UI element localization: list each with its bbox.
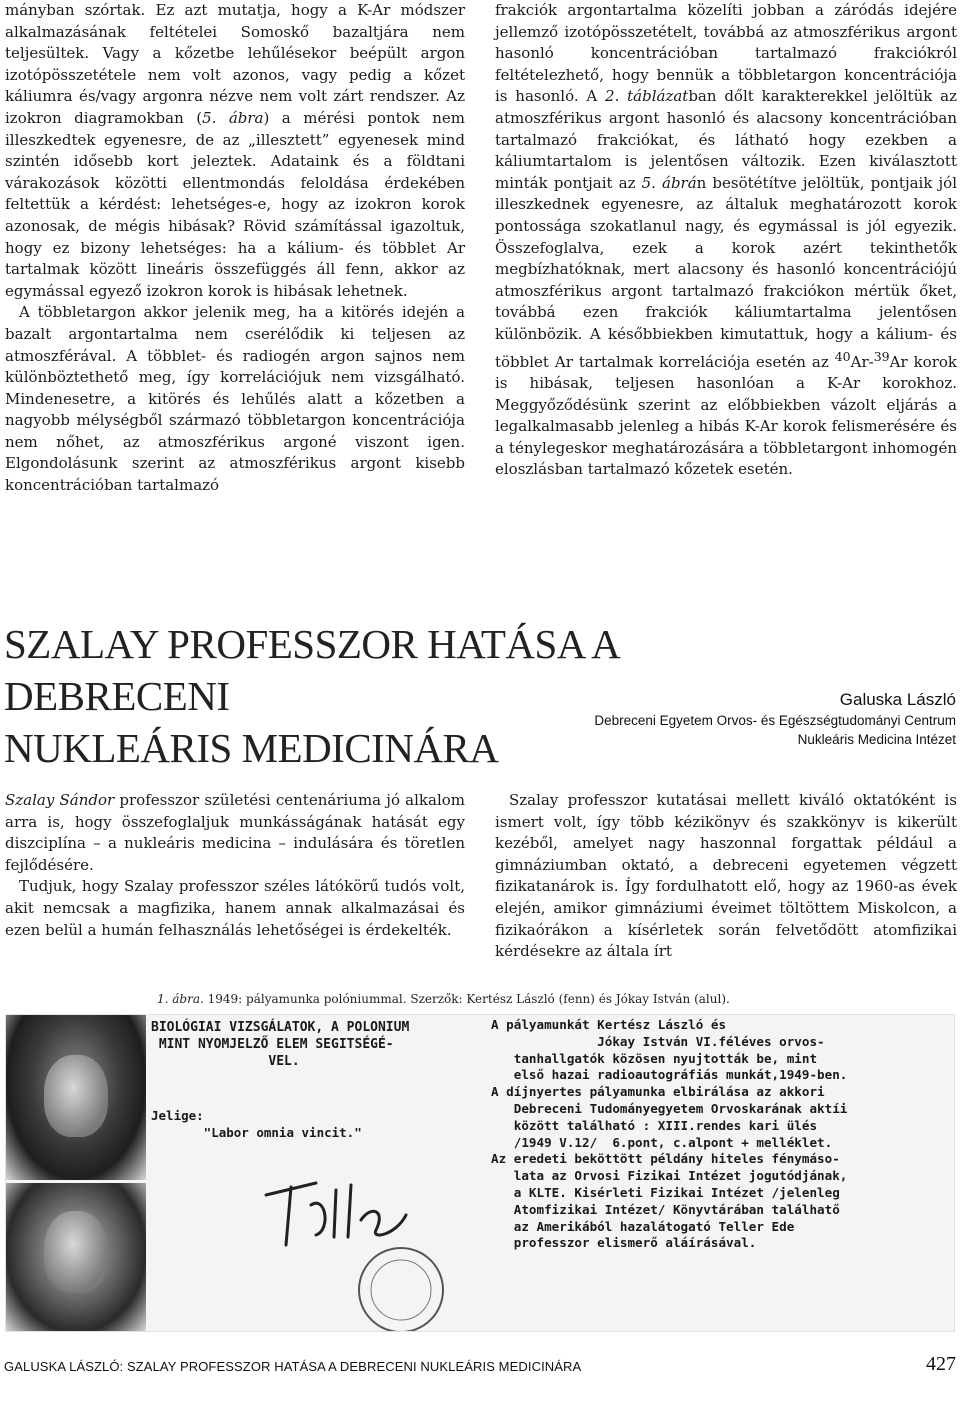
university-stamp <box>336 1235 466 1332</box>
affiliation: Debreceni Egyetem Orvos- és Egészségtudományi Centrum <box>594 713 956 728</box>
typed-document-title: BIOLÓGIAI VIZSGÁLATOK, A POLONIUM MINT NYOMJELZŐ ELEM SEGITSÉGÉ- VEL. <box>151 1020 410 1069</box>
article-title: SZALAY PROFESSZOR HATÁSA A DEBRECENI NUKLEÁRIS MEDICINÁRA <box>4 621 618 771</box>
portrait-photo-kertesz <box>6 1015 146 1180</box>
face <box>44 1211 108 1293</box>
paragraph: frakciók argontartalma közelíti jobban a záródás idejére jellemző izotópösszetételt, továbbá az atmoszférikus argont hasonló koncentrációban tartalmazó frakciókról feltételezhető, hogy bennük a többletargon koncentrációja is hasonló. A 2. táblázatban dőlt karakterekkel jelöltük az atmoszférikus argont hasonló és alacsony koncentrációban tartalmazó frakciókat, és látható hogy ezekben a káliumtartalom is jelentősen változik. Ezen kiválasztott minták pontjait az 5. ábrán besötétítve jelöltük, pontjaik jól illeszkednek egyenesre, az általuk meghatározott korok pontossága szokatlanul nagy, és egymással is jól egyezik. Összefoglalva, ezek a korok azért tekinthetők megbízhatóknak, mert alacsony és hasonló koncentrációjú atmoszférikus argont tartalmazó frakciókon mértük őket, továbbá ezen frakciók káliumtartalma jelentősen különbözik. A későbbiekben kimutattuk, hogy a kálium- és többlet Ar tartalmak korrelációja esetén az $^{40}$Ar-$^{39}$Ar korok is hibásak, teljesen hasonlóan a K-Ar korokhoz. Meggyőződésünk szerint az előbbiekben vázolt eljárás a legalkalmasabb jelenleg a hibás K-Ar korok felismerésére és a ténylegeskor meghatározására a többletargont inhomogén eloszlásban tartalmazó kőzetek esetén. <box>495 1 957 479</box>
figure-caption: 1. ábra. 1949: pályamunka polóniummal. Szerzők: Kertész László (fenn) és Jókay István (alul). <box>157 992 730 1006</box>
figure-image <box>5 1014 955 1332</box>
paragraph: A többletargon akkor jelenik meg, ha a kitörés idején a bazalt argontartalma nem cserélődik ki teljesen az atmoszférával. A többlet- és radiogén argon sajnos nem különböztethető meg, így korrelációjuk nem vizsgálható. Mindenesetre, a kitörés és lehűlés alatt a kőzetben a nagyobb mélységből származó többletargon koncentrációja nem nőhet, az atmoszférikus argoné viszont igen. Elgondolásunk szerint az atmoszférikus argont kisebb koncentrációban tartalmazó <box>5 303 465 495</box>
right-column-continuation <box>495 0 957 481</box>
isotope-superscript: 39 <box>873 348 890 364</box>
table-reference: 2. táblázat <box>605 87 689 106</box>
paragraph: Tudjuk, hogy Szalay professzor széles látókörű tudós volt, akit nemcsak a magfizika, hanem annak alkalmazásai és ezen belül a humán felhasználás lehetőségei is érdekelték. <box>5 877 465 939</box>
isotope-superscript: 40 <box>834 348 851 364</box>
author-block <box>594 689 956 749</box>
author-name: Galuska László <box>839 690 956 709</box>
paragraph: Szalay professzor kutatásai mellett kiváló oktatóként is ismert volt, így több kézikönyv és szakkönyv is kikerült kezéből, amelyet nagy haszonnal forgattak például a gimnáziumban oktató, a debreceni egyetemen végzett fizikatanárok is. Így fordulhatott elő, hogy az 1960-as évek elején, amikor gimnáziumi éveimet töltöttem Miskolcon, a fizikaórákon a kísérletek során felvetődött atomfizikai kérdésekre az általa írt <box>495 791 957 961</box>
typed-motto: Jelige: "Labor omnia vincit." <box>151 1108 362 1140</box>
paragraph: Szalay Sándor professzor születési centenáriuma jó alkalom arra is, hogy összefoglaljuk munkásságának hatását egy diszciplína – a nukleáris medicina – indulására és töretlen fejlődésére. <box>5 791 465 874</box>
article-left-column <box>5 790 465 941</box>
paragraph: mányban szórtak. Ez azt mutatja, hogy a K-Ar módszer alkalmazásának feltételei Somoskő bazaltjára nem teljesültek. Vagy a kőzetbe lehűlésekor beépült argon izotópösszetétele nem volt azonos, vagy pedig a kőzet káliumra és/vagy argonra nézve nem volt zárt rendszer. Az izokron diagramokban (5. ábra) a mérési pontok nem illeszkedtek egyenesre, de az „illesztett” egyenesek mind szintén idősebb kort jeleztek. Adataink és a földtani várakozások közötti ellentmondás feloldása érdekében feltettük a kérdést: lehetséges-e, hogy az izokron korok azonosak, de mégis hibásak? Rövid számítással igazoltuk, hogy ez bizony lehetséges: ha a kálium- és többlet Ar tartalmak között lineáris összefüggés áll fenn, akkor az egymással egyező izokron korok is hibásak lehetnek. <box>5 1 465 300</box>
face <box>44 1055 108 1137</box>
page-number: 427 <box>926 1353 956 1375</box>
typed-document-note: A pályamunkát Kertész László és Jókay István VI.féléves orvos- tanhallgatók közösen nyujtották be, mint első hazai radioautográfiás munkát,1949-ben. A díjnyertes pályamunka elbirálása az akkori Debreceni Tudományegyetem Orvoskarának aktíi között található : XIII.rendes kari ülés /1949 V.12/ 6.pont, c.alpont + melléklet. Az eredeti beköttött példány hiteles fénymáso- lata az Orvosi Fizikai Intézet jogutódjának, a KLTE. Kisérleti Fizikai Intézet /jelenleg Atomfizikai Intézet/ Könyvtárában találhatő az Amerikából hazalátogató Teller Ede professzor elismerő aláírásával. <box>491 1017 848 1251</box>
running-footer: GALUSKA LÁSZLÓ: SZALAY PROFESSZOR HATÁSA A DEBRECENI NUKLEÁRIS MEDICINÁRA <box>4 1359 582 1374</box>
article-right-column <box>495 790 957 963</box>
portrait-photo-jokay <box>6 1183 146 1332</box>
affiliation: Nukleáris Medicina Intézet <box>797 732 956 747</box>
left-column-continuation <box>5 0 465 497</box>
person-name: Szalay Sándor <box>5 791 115 809</box>
figure-reference: 5. ábrá <box>641 173 697 192</box>
figure-reference: 5. ábra <box>202 108 264 127</box>
